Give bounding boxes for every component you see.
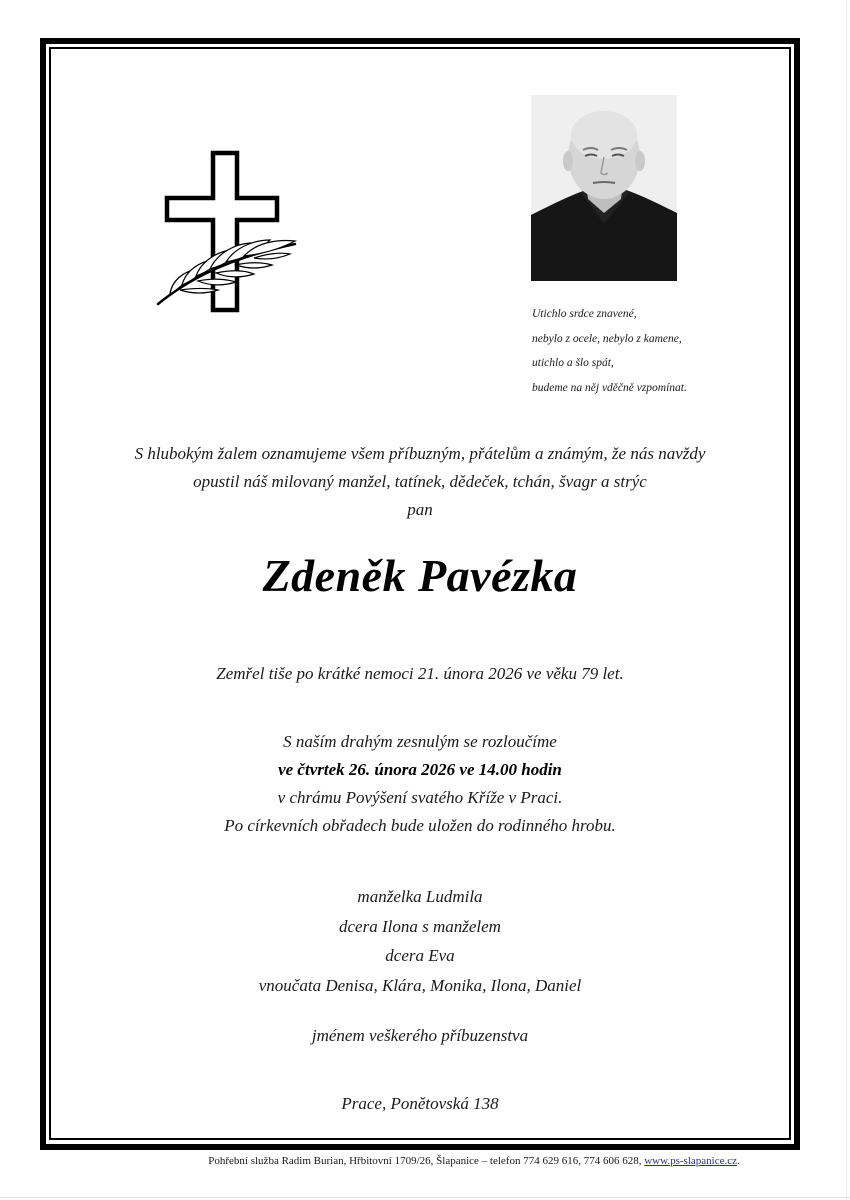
poem-line: nebylo z ocele, nebylo z kamene, — [532, 332, 682, 345]
page-edge — [0, 1197, 850, 1198]
intro-line: S hlubokým žalem oznamujeme všem příbuzným, přátelům a známým, že nás navždy — [134, 444, 706, 463]
page-edge — [846, 0, 847, 1200]
ceremony-datetime: ve čtvrtek 26. února 2026 ve 14.00 hodin — [278, 760, 562, 779]
deceased-name: Zdeněk Pavézka — [262, 550, 578, 601]
intro-line: opustil náš milovaný manžel, tatínek, dědeček, tchán, švagr a strýc — [193, 472, 647, 491]
death-notice: Zemřel tiše po krátké nemoci 21. února 2026 ve věku 79 let. — [216, 664, 624, 683]
poem-line: budeme na něj vděčně vzpomínat. — [532, 381, 687, 394]
memorial-poem — [532, 302, 792, 400]
family-address: Prace, Ponětovská 138 — [341, 1094, 499, 1113]
funeral-service-footer — [0, 1155, 850, 1167]
on-behalf-line: jménem veškerého příbuzenstva — [311, 1026, 529, 1045]
announcement-intro — [50, 440, 790, 524]
footer-trailing: . — [736, 1155, 740, 1167]
portrait-photo — [531, 95, 677, 281]
poem-line: utichlo a šlo spát, — [532, 357, 614, 369]
burial-note: Po církevních obřadech bude uložen do rodinného hrobu. — [224, 816, 616, 835]
family-member: dcera Ilona s manželem — [339, 916, 501, 936]
family-member: dcera Eva — [385, 946, 455, 965]
funeral-service-website-link[interactable]: www.ps-slapanice.cz — [644, 1155, 737, 1167]
family-member: manželka Ludmila — [357, 887, 483, 906]
ceremony-details — [50, 728, 790, 840]
cross-with-palm-branch-icon — [150, 148, 310, 318]
family-member: vnoučata Denisa, Klára, Monika, Ilona, Daniel — [258, 975, 582, 995]
ceremony-intro: S naším drahým zesnulým se rozloučíme — [283, 732, 557, 751]
poem-line: Utichlo srdce znavené, — [532, 308, 637, 320]
family-list — [50, 882, 790, 1000]
intro-line: pan — [407, 500, 433, 519]
footer-text: Pohřební služba Radim Burian, Hřbitovní 1709/26, Šlapanice – telefon 774 629 616, 774 606 628, — [208, 1155, 645, 1167]
ceremony-place: v chrámu Povýšení svatého Kříže v Praci. — [277, 788, 563, 807]
